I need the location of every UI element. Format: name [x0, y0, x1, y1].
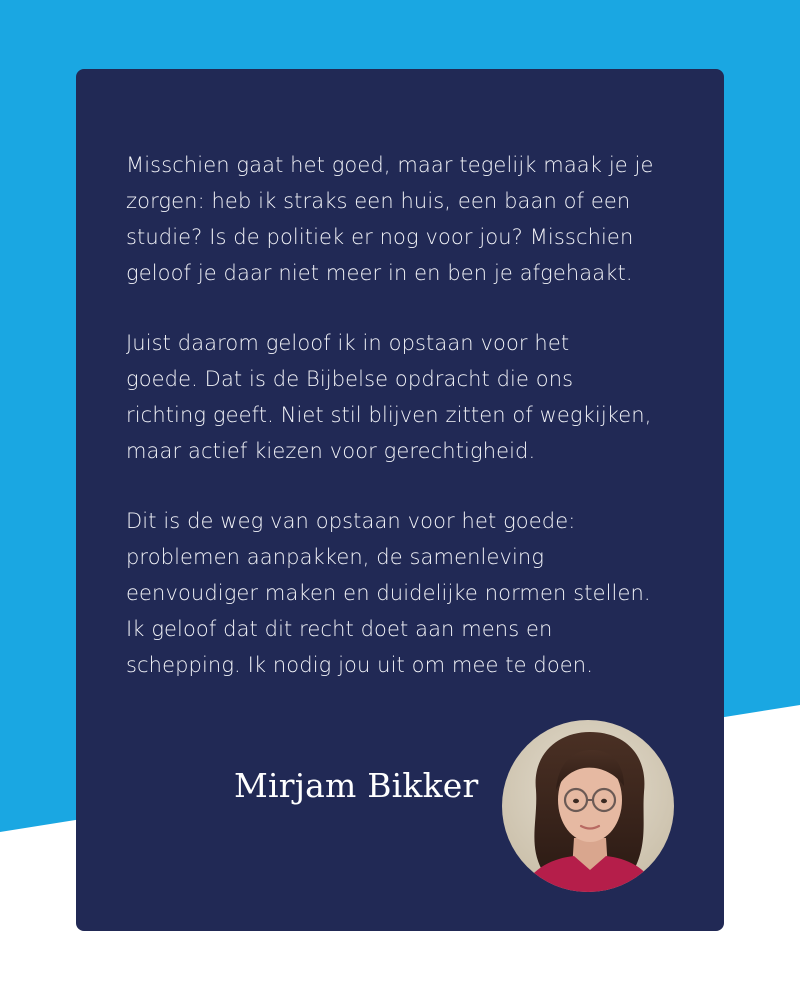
quote-line: Juist daarom geloof ik in opstaan voor het	[126, 331, 570, 355]
portrait-photo-icon	[502, 720, 674, 892]
quote-paragraph	[126, 325, 696, 469]
quote-line: Misschien gaat het goed, maar tegelijk maak je je	[126, 153, 654, 177]
quote-line: geloof je daar niet meer in en ben je afgehaakt.	[126, 261, 633, 285]
quote-line: eenvoudiger maken en duidelijke normen stellen.	[126, 581, 651, 605]
quote-line: goede. Dat is de Bijbelse opdracht die ons	[126, 367, 574, 391]
avatar	[502, 720, 674, 892]
quote-line: zorgen: heb ik straks een huis, een baan of een	[126, 189, 631, 213]
quote-line: schepping. Ik nodig jou uit om mee te doen.	[126, 653, 593, 677]
quote-line: maar actief kiezen voor gerechtigheid.	[126, 439, 536, 463]
quote-card	[76, 69, 724, 931]
quote-line: problemen aanpakken, de samenleving	[126, 545, 545, 569]
quote-paragraph	[126, 147, 696, 291]
quote-text	[126, 147, 696, 717]
quote-line: Dit is de weg van opstaan voor het goede:	[126, 509, 576, 533]
quote-line: richting geeft. Niet stil blijven zitten of wegkijken,	[126, 403, 652, 427]
signature-name: Mirjam Bikker	[234, 766, 479, 805]
quote-paragraph	[126, 503, 696, 683]
quote-line: studie? Is de politiek er nog voor jou? Misschien	[126, 225, 634, 249]
quote-line: Ik geloof dat dit recht doet aan mens en	[126, 617, 553, 641]
